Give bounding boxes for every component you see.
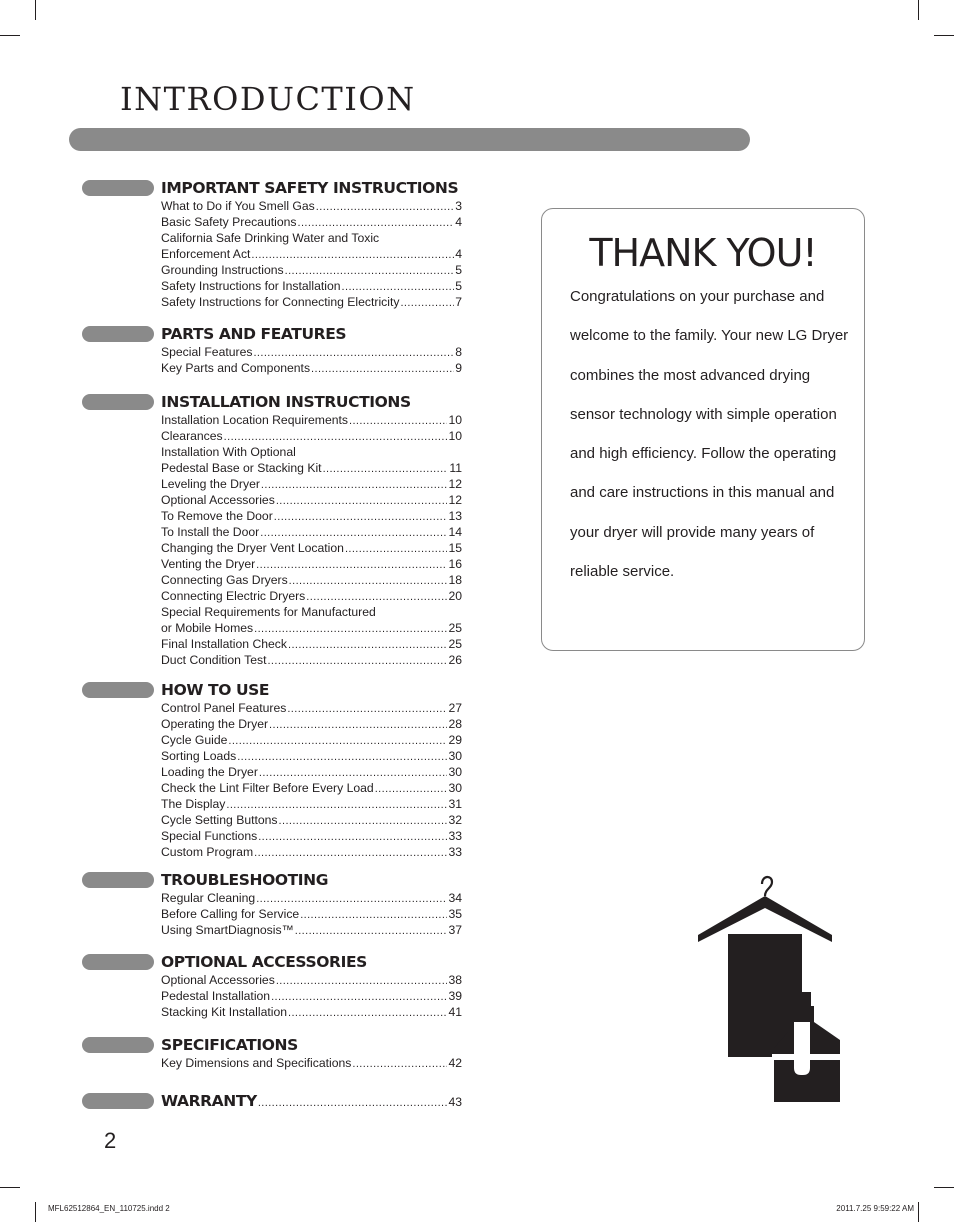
toc-entry[interactable] [161,492,462,508]
dot-leader [271,989,447,1005]
toc-section-header [82,1091,462,1111]
toc-section-title[interactable]: IMPORTANT SAFETY INSTRUCTIONS [161,179,459,197]
toc-entry[interactable] [161,360,462,376]
toc-page-number: 30 [448,765,462,779]
toc-page-number: 5 [455,279,462,293]
toc-entry-list [82,972,472,1020]
toc-entry-label: Installation Location Requirements [161,413,348,427]
toc-entry[interactable] [161,732,462,748]
toc-entry-label: Key Dimensions and Specifications [161,1056,352,1070]
toc-section [82,680,472,860]
dot-leader [256,557,447,573]
toc-page-number: 14 [448,525,462,539]
toc-page-number: 13 [448,509,462,523]
toc-entry[interactable] [161,764,462,780]
toc-entry[interactable] [161,828,462,844]
toc-entry-label: To Install the Door [161,525,260,539]
toc-entry[interactable] [161,620,462,636]
toc-section [82,952,472,1020]
dot-leader [300,907,447,923]
dot-leader [254,621,447,637]
toc-page-number: 5 [455,263,462,277]
dot-leader [251,247,454,263]
toc-section-title[interactable]: PARTS AND FEATURES [161,325,347,343]
toc-section [82,178,472,310]
crop-mark [0,35,20,36]
toc-section-title[interactable]: HOW TO USE [161,681,270,699]
dot-leader [316,199,454,215]
toc-page-number: 39 [448,989,462,1003]
toc-entry[interactable] [161,344,462,360]
toc-entry[interactable] [161,214,462,230]
toc-entry[interactable] [161,844,462,860]
toc-entry-label: Special Functions [161,829,258,843]
toc-entry[interactable] [161,780,462,796]
section-pill-marker [82,326,154,342]
toc-entry-label: Optional Accessories [161,493,275,507]
toc-entry[interactable] [161,636,462,652]
toc-entry[interactable] [161,476,462,492]
dot-leader [295,923,448,939]
crop-mark [918,1202,919,1222]
dot-leader [352,1056,447,1072]
toc-entry-label: Control Panel Features [161,701,287,715]
toc-entry-label: Pedestal Base or Stacking Kit [161,461,322,475]
toc-entry-label: Clearances [161,429,223,443]
dot-leader [228,733,447,749]
toc-page-number: 10 [448,429,462,443]
toc-entry[interactable] [161,262,462,278]
toc-section-title[interactable]: OPTIONAL ACCESSORIES [161,953,367,971]
toc-entry[interactable] [161,508,462,524]
toc-entry-label: Using SmartDiagnosis™ [161,923,294,937]
toc-page-number: 26 [448,653,462,667]
dot-leader [288,1005,447,1021]
toc-entry[interactable] [161,700,462,716]
toc-entry[interactable] [161,412,462,428]
dot-leader [267,653,447,669]
dot-leader [349,413,447,429]
toc-section [82,392,472,668]
toc-entry-label: Connecting Electric Dryers [161,589,306,603]
toc-page-number: 9 [455,361,462,375]
toc-page-number: 30 [448,749,462,763]
toc-entry[interactable] [161,906,462,922]
dot-leader [256,891,447,907]
toc-entry-list [82,700,472,860]
dot-leader [323,461,449,477]
toc-entry[interactable] [161,1004,462,1020]
toc-page-number: 35 [448,907,462,921]
toc-page-number: 20 [448,589,462,603]
toc-page-number: 25 [448,621,462,635]
toc-section-header [82,870,472,890]
toc-entry[interactable] [161,460,462,476]
toc-entry-label: Optional Accessories [161,973,275,987]
toc-entry-label: Safety Instructions for Connecting Electricity [161,295,400,309]
toc-page-number: 43 [448,1095,462,1109]
toc-entry[interactable] [161,540,462,556]
toc-page-number: 4 [455,215,462,229]
dot-leader [345,541,448,557]
toc-entry[interactable] [161,444,462,460]
toc-section-title[interactable]: SPECIFICATIONS [161,1036,298,1054]
toc-entry-label: Operating the Dryer [161,717,269,731]
dot-leader [254,845,447,861]
toc-section-header [82,952,472,972]
toc-entry-label: To Remove the Door [161,509,273,523]
dot-leader [261,477,448,493]
toc-section-title[interactable]: TROUBLESHOOTING [161,871,329,889]
toc-entry-label: Stacking Kit Installation [161,1005,288,1019]
toc-entry[interactable] [161,716,462,732]
section-pill-marker [82,1093,154,1109]
toc-page-number: 33 [448,829,462,843]
toc-entry[interactable] [161,988,462,1004]
toc-page-number: 41 [448,1005,462,1019]
toc-entry[interactable] [161,198,462,214]
toc-page-number: 33 [448,845,462,859]
toc-entry[interactable] [161,524,462,540]
toc-section-header [82,680,472,700]
dot-leader [260,525,447,541]
toc-entry[interactable] [161,604,462,620]
section-pill-marker [82,682,154,698]
page-title: INTRODUCTION [120,80,416,118]
toc-page-number: 12 [448,477,462,491]
file-slug: MFL62512864_EN_110725.indd 2 [48,1204,170,1213]
toc-entry[interactable] [161,748,462,764]
timestamp-slug: 2011.7.25 9:59:22 AM [836,1204,914,1213]
toc-entry-list [82,890,472,938]
toc-entry-label: Leveling the Dryer [161,477,260,491]
toc-page-number: 30 [448,781,462,795]
toc-entry-label: Check the Lint Filter Before Every Load [161,781,374,795]
toc-entry[interactable] [161,972,462,988]
section-pill-marker [82,1037,154,1053]
toc-entry-label: Connecting Gas Dryers [161,573,288,587]
crop-mark [35,0,36,20]
crop-mark [35,1202,36,1222]
toc-page-number: 4 [455,247,462,261]
toc-entry-label: What to Do if You Smell Gas [161,199,315,213]
toc-entry-label: Sorting Loads [161,749,237,763]
dot-leader [258,829,447,845]
toc-page-number: 3 [455,199,462,213]
toc-entry-label: Enforcement Act [161,247,251,261]
toc-entry[interactable] [161,428,462,444]
toc-entry-label: Basic Safety Precautions [161,215,297,229]
crop-mark [918,0,919,20]
section-pill-marker [82,872,154,888]
toc-entry[interactable] [161,246,462,262]
toc-page-number: 34 [448,891,462,905]
dot-leader [237,749,447,765]
toc-entry-label: Custom Program [161,845,254,859]
toc-page-number: 28 [448,717,462,731]
toc-entry-list [82,1055,472,1071]
toc-page-number: 38 [448,973,462,987]
toc-entry-label: Safety Instructions for Installation [161,279,341,293]
toc-page-number: 16 [448,557,462,571]
toc-section [82,1035,472,1071]
toc-page-number: 31 [448,797,462,811]
dot-leader [269,717,447,733]
toc-entry-label: Before Calling for Service [161,907,300,921]
toc-page-number: 18 [448,573,462,587]
thank-you-title: THANK YOU! [589,231,817,275]
toc-entry-label: Grounding Instructions [161,263,284,277]
toc-page-number: 12 [448,493,462,507]
toc-entry-list [82,344,472,376]
toc-section-header [82,324,472,344]
dot-leader [253,345,454,361]
dot-leader [224,429,448,445]
toc-entry-label: Regular Cleaning [161,891,256,905]
section-pill-marker [82,394,154,410]
toc-page-number: 10 [448,413,462,427]
page-number: 2 [104,1128,117,1153]
toc-entry-label: Final Installation Check [161,637,287,651]
dot-leader [285,263,455,279]
toc-section-header [82,178,472,198]
toc-entry[interactable] [161,278,462,294]
toc-section [82,1091,472,1111]
toc-entry-label: Changing the Dryer Vent Location [161,541,344,555]
toc-entry[interactable] [161,572,462,588]
toc-section-header [82,392,472,412]
toc-entry-label: Key Parts and Components [161,361,311,375]
crop-mark [934,35,954,36]
toc-page-number: 7 [455,295,462,309]
toc-entry-label: Loading the Dryer [161,765,258,779]
toc-entry-label: The Display [161,797,226,811]
toc-page-number: 29 [448,733,462,747]
toc-page-number: 11 [449,461,462,475]
toc-entry[interactable] [161,890,462,906]
toc-entry-list [82,412,472,668]
toc-entry[interactable] [161,1055,462,1071]
toc-entry[interactable] [161,294,462,310]
dot-leader [289,573,448,589]
dot-leader [342,279,455,295]
toc-entry[interactable] [161,812,462,828]
toc-entry-label: Venting the Dryer [161,557,256,571]
dot-leader [259,765,448,781]
dot-leader [375,781,448,797]
toc-section-title[interactable]: WARRANTY [161,1092,257,1110]
toc-page-number: 15 [448,541,462,555]
dot-leader [226,797,447,813]
toc-entry-list [82,198,472,310]
toc-entry-label: Pedestal Installation [161,989,271,1003]
toc-page-number: 37 [448,923,462,937]
dot-leader [400,295,454,311]
dot-leader [298,215,455,231]
toc-page-number: 42 [448,1056,462,1070]
toc-page-number: 27 [448,701,462,715]
dot-leader [288,637,447,653]
crop-mark [934,1187,954,1188]
toc-entry-label: Cycle Guide [161,733,228,747]
title-bar [69,128,750,151]
dot-leader [276,973,448,989]
toc-entry-label: Special Features [161,345,253,359]
clothes-hanger-and-detergent-icon [690,872,840,1112]
section-pill-marker [82,180,154,196]
dot-leader [306,589,447,605]
toc-section [82,870,472,938]
toc-entry[interactable] [161,652,462,668]
thank-you-box [541,208,865,651]
toc-section-title[interactable]: INSTALLATION INSTRUCTIONS [161,393,411,411]
toc-page-number: 8 [455,345,462,359]
toc-page-number: 32 [448,813,462,827]
toc-entry-label: Duct Condition Test [161,653,267,667]
toc-entry[interactable] [161,230,462,246]
toc-entry-label: Special Requirements for Manufactured [161,605,376,619]
dot-leader [258,1097,448,1109]
dot-leader [274,509,448,525]
toc-entry[interactable] [161,588,462,604]
crop-mark [0,1187,20,1188]
dot-leader [276,493,448,509]
thank-you-message: Congratulations on your purchase and welcome to the family. Your new LG Dryer combines the most advanced drying sensor technology with simple operation and high efficiency. Follow the operating and care instructions in this manual and your dryer will provide many years of reliable service. [570,288,849,581]
toc-entry[interactable] [161,922,462,938]
toc-entry-label: California Safe Drinking Water and Toxic [161,231,380,245]
dot-leader [311,361,454,377]
toc-entry-label: or Mobile Homes [161,621,254,635]
toc-entry-label: Cycle Setting Buttons [161,813,278,827]
toc-entry-label: Installation With Optional [161,445,296,459]
dot-leader [279,813,448,829]
toc-entry[interactable] [161,556,462,572]
dot-leader [287,701,447,717]
toc-page-number: 25 [448,637,462,651]
toc-section [82,324,472,376]
toc-entry[interactable] [161,796,462,812]
toc-section-header [82,1035,472,1055]
section-pill-marker [82,954,154,970]
